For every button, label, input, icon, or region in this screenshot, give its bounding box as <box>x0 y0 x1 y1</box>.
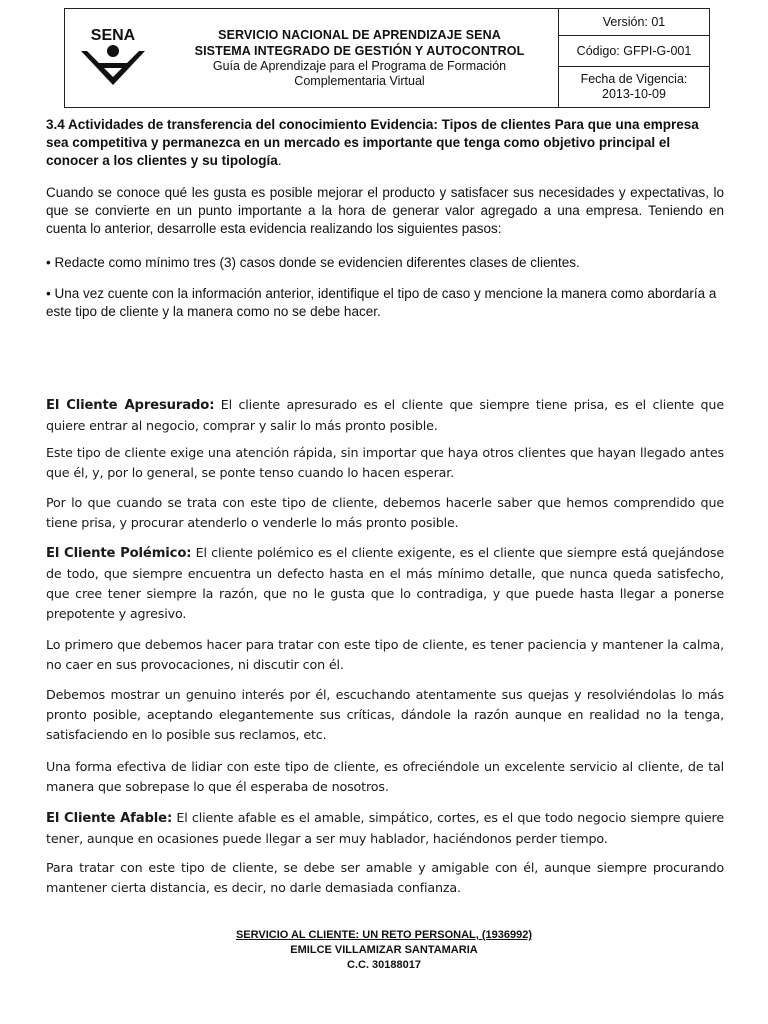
paragraph: Por lo que cuando se trata con este tipo de cliente, debemos hacerle saber que hemos comprendido que tiene prisa, y procurar atenderlo o venderle lo más pronto posible. <box>46 495 724 530</box>
section-text: El cliente apresurado es el cliente que siempre tiene prisa, es el cliente que quiere entrar al negocio, comprar y salir lo más pronto posible. <box>46 397 724 433</box>
footer-author: EMILCE VILLAMIZAR SANTAMARIA <box>290 944 478 956</box>
bullet-text-1: Redacte como mínimo tres (3) casos donde se evidencien diferentes clases de clientes. <box>54 255 580 270</box>
sena-logo <box>65 9 161 107</box>
document-header <box>64 8 710 108</box>
section-apresurado <box>46 395 724 436</box>
section-polemico <box>46 543 724 624</box>
version-cell <box>559 9 709 36</box>
intro-paragraph: Cuando se conoce qué les gusta es posible mejorar el producto y satisfacer sus necesidades y expectativas, lo que se convierte en un punto importante a la hora de generar valor agregado a una empresa. Teniendo en cuenta lo anterior, desarrolle esta evidencia realizando los siguientes pasos: <box>46 185 724 236</box>
header-title-block <box>161 9 559 107</box>
paragraph: Debemos mostrar un genuino interés por él, escuchando atentamente sus quejas y resolviéndolas lo más pronto posible, aceptando elegantemente sus críticas, dándole la razón aunque en realidad no la tenga, satisfaciendo en lo posible sus reclamos, etc. <box>46 687 724 742</box>
bullet-icon: • <box>46 255 51 270</box>
date-label: Fecha de Vigencia: <box>580 72 688 86</box>
code-text: Código: GFPI-G-001 <box>576 44 692 58</box>
header-line-3: Guía de Aprendizaje para el Programa de Formación <box>212 59 507 73</box>
bullet-item-2 <box>46 285 724 321</box>
activity-heading-text: 3.4 Actividades de transferencia del conocimiento Evidencia: Tipos de clientes Para que una empresa sea competitiva y permanezca en un mercado es importante que tenga como objetivo principal el conocer a los clientes y su tipología <box>46 117 699 168</box>
date-cell <box>559 67 709 107</box>
section-text: El cliente afable es el amable, simpático, cortes, es el que todo negocio siempre quiere tener, aunque en ocasiones puede llegar a ser muy hablador, haciéndonos perder tiempo. <box>46 810 724 846</box>
activity-heading <box>46 116 724 170</box>
bullet-text-2: Una vez cuente con la información anterior, identifique el tipo de caso y mencione la manera como abordaría a este tipo de cliente y la manera como no se debe hacer. <box>46 286 717 319</box>
sena-logo-icon <box>73 23 153 93</box>
bullet-item-1 <box>46 254 724 272</box>
section-title-polemico: El Cliente Polémico: <box>46 546 192 561</box>
paragraph: Una forma efectiva de lidiar con este tipo de cliente, es ofreciéndole un excelente servicio al cliente, de tal manera que sobrepase lo que él esperaba de nosotros. <box>46 759 724 794</box>
paragraph: Este tipo de cliente exige una atención rápida, sin importar que haya otros clientes que hayan llegado antes que él, y, por lo general, se ponte tenso cuando lo hacen esperar. <box>46 445 724 480</box>
section-title-afable: El Cliente Afable: <box>46 811 173 826</box>
header-line-4: Complementaria Virtual <box>294 74 425 88</box>
section-afable <box>46 808 724 849</box>
footer-id: C.C. 30188017 <box>347 959 421 971</box>
header-line-1: SERVICIO NACIONAL DE APRENDIZAJE SENA <box>218 28 501 42</box>
activity-heading-period: . <box>277 153 282 168</box>
footer-course: SERVICIO AL CLIENTE: UN RETO PERSONAL, (1936992) <box>235 929 533 941</box>
section-title-apresurado: El Cliente Apresurado: <box>46 398 215 413</box>
section-text: El cliente polémico es el cliente exigente, es el cliente que siempre está quejándose de todo, que siempre encuentra un defecto hasta en el más mínimo detalle, que nunca queda satisfecho, que cree tener siempre la razón, que no le gusta que lo contradiga, y que puede hasta llegar a ponerse prepotente y agresivo. <box>46 545 724 621</box>
paragraph: Lo primero que debemos hacer para tratar con este tipo de cliente, es tener paciencia y mantener la calma, no caer en sus provocaciones, ni discutir con él. <box>46 637 724 672</box>
header-meta-block <box>559 9 709 107</box>
bullet-icon: • <box>46 286 51 301</box>
paragraph: Para tratar con este tipo de cliente, se debe ser amable y amigable con él, aunque siempre procurando mantener cierta distancia, es decir, no darle demasiada confianza. <box>46 860 724 895</box>
sena-logo-text: SENA <box>90 27 136 44</box>
header-line-2: SISTEMA INTEGRADO DE GESTIÓN Y AUTOCONTROL <box>194 44 525 58</box>
date-value: 2013-10-09 <box>602 87 666 101</box>
version-text: Versión: 01 <box>602 15 666 29</box>
document-footer <box>0 928 768 973</box>
code-cell <box>559 36 709 67</box>
